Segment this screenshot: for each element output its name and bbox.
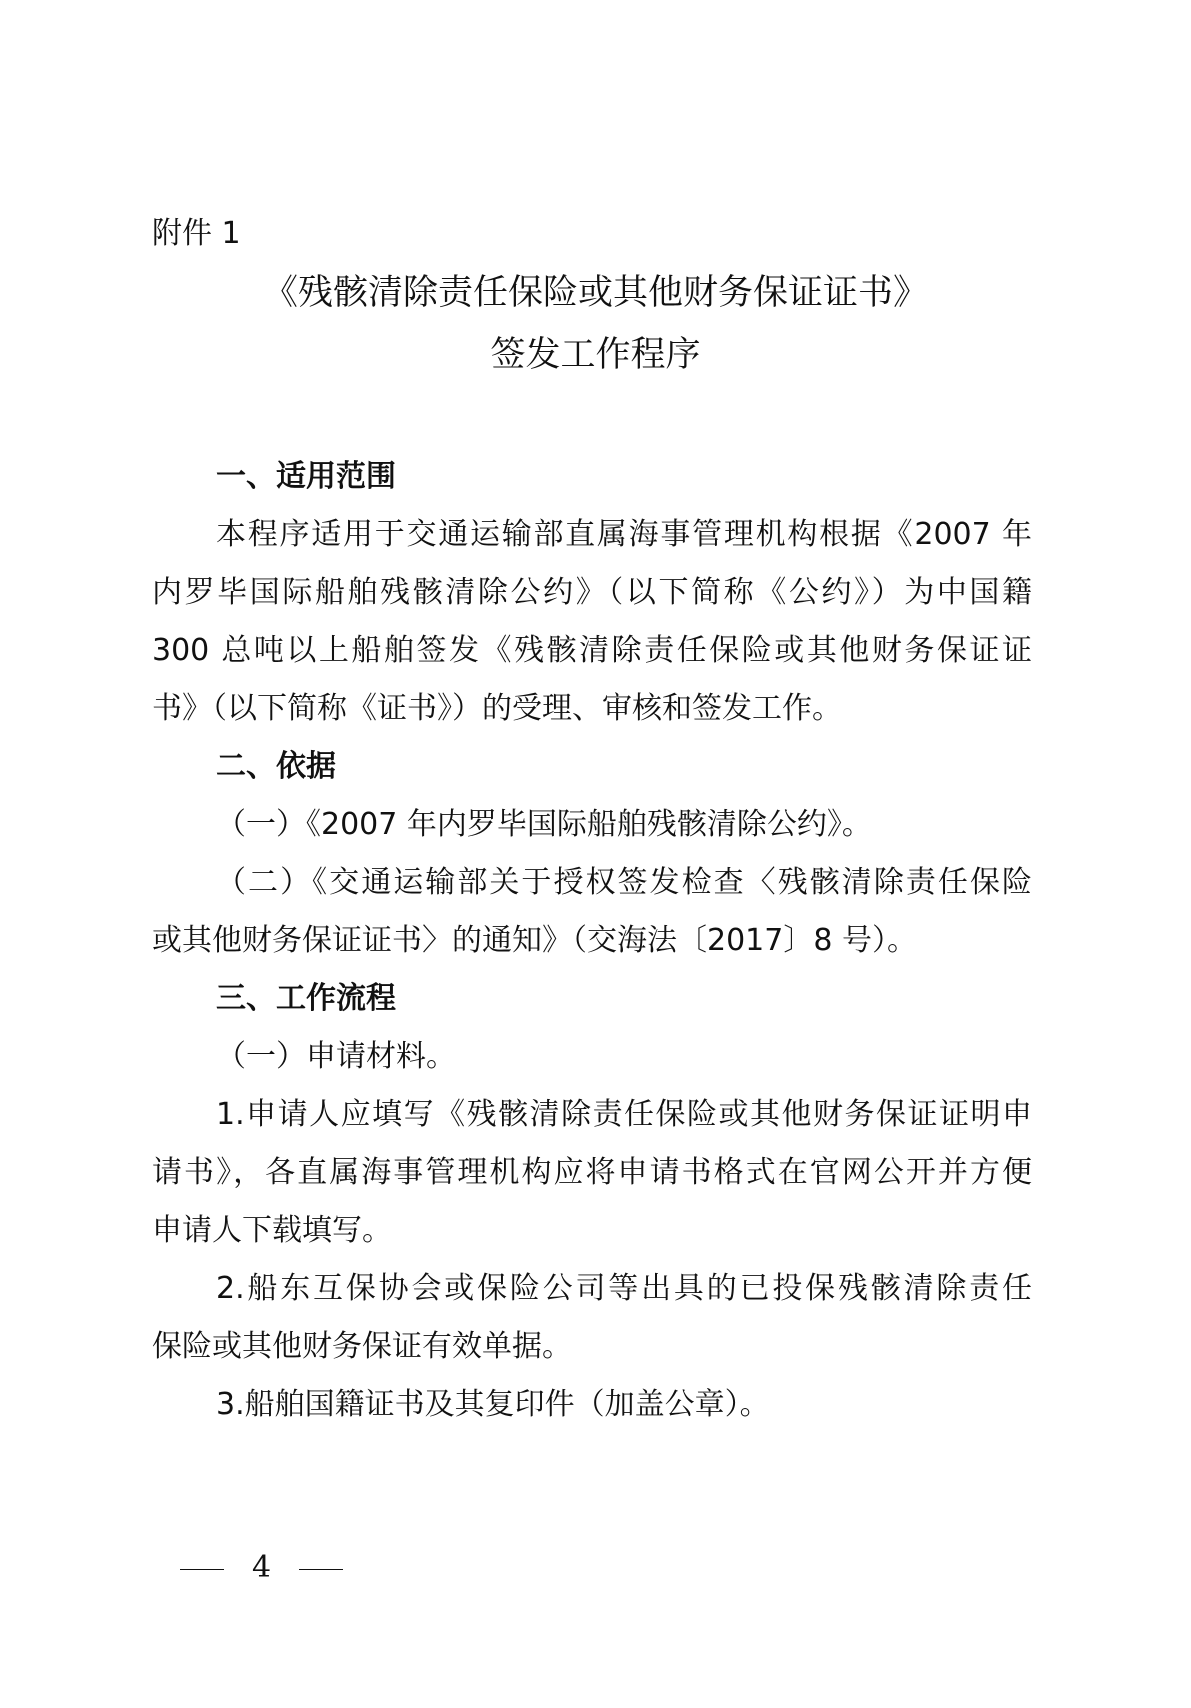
page-number: 4: [252, 1550, 272, 1585]
section3-heading: 三、工作流程: [216, 981, 396, 1016]
section3-item2-line: 2.船东互保协会或保险公司等出具的已投保残骸清除责任: [216, 1271, 1032, 1306]
section3-item2-line: 保险或其他财务保证有效单据。: [152, 1329, 572, 1364]
page-number-footer: [180, 1548, 343, 1588]
section1-line: 本程序适用于交通运输部直属海事管理机构根据《2007 年: [216, 517, 1032, 552]
attachment-label: 附件 1: [152, 216, 241, 251]
section1-line: 300 总吨以上船舶签发《残骸清除责任保险或其他财务保证证: [152, 633, 1032, 668]
section2-item1: （一）《2007 年内罗毕国际船舶残骸清除公约》。: [216, 807, 872, 842]
page-number-right-dash: [299, 1569, 343, 1570]
section2-heading: 二、依据: [216, 749, 336, 784]
document-title-line2: 签发工作程序: [490, 335, 701, 375]
section3-sub1: （一）申请材料。: [216, 1039, 456, 1074]
section3-item1-line: 请书》，各直属海事管理机构应将申请书格式在官网公开并方便: [152, 1155, 1032, 1190]
section2-item2-line: （二）《交通运输部关于授权签发检查〈残骸清除责任保险: [216, 865, 1032, 900]
section1-line: 内罗毕国际船舶残骸清除公约》（以下简称《公约》）为中国籍: [152, 575, 1032, 610]
document-body: [152, 448, 1032, 1434]
section3-item1-line: 申请人下载填写。: [152, 1213, 392, 1248]
page-number-left-dash: [180, 1569, 224, 1570]
section3-item1-line: 1.申请人应填写《残骸清除责任保险或其他财务保证证明申: [216, 1097, 1032, 1132]
document-title-line1: 《残骸清除责任保险或其他财务保证证书》: [262, 273, 928, 313]
section1-line: 书》（以下简称《证书》）的受理、审核和签发工作。: [152, 691, 842, 726]
section2-item2-line: 或其他财务保证证书〉的通知》（交海法〔2017〕8 号）。: [152, 923, 917, 958]
section1-heading: 一、适用范围: [216, 459, 396, 494]
section3-item3: 3.船舶国籍证书及其复印件（加盖公章）。: [216, 1387, 770, 1422]
